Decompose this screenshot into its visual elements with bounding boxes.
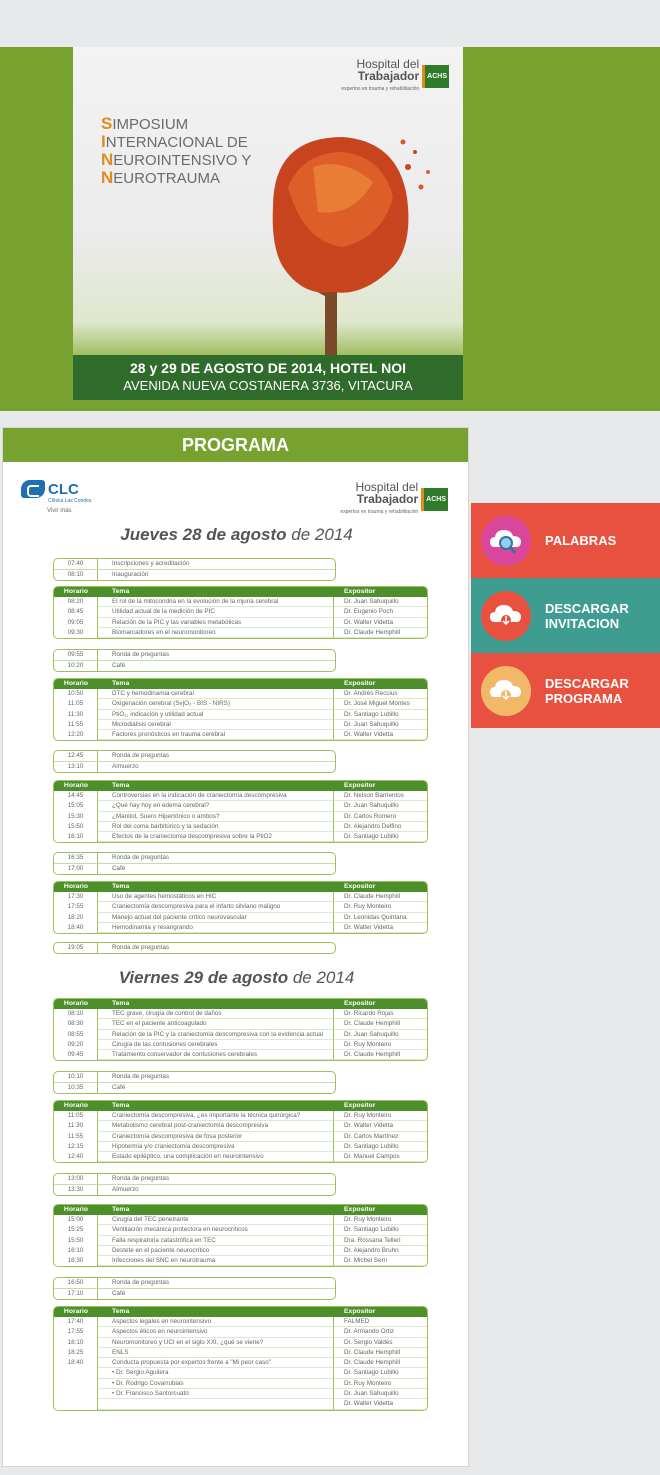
break-row: 09:55 Ronda de preguntas — [54, 650, 335, 660]
break-row: 13:10 Almuerzo — [54, 761, 335, 771]
break-block — [53, 1071, 336, 1094]
table-row: 12:20 Factores pronósticos en trauma cerebral Dr. Walter Videtta — [54, 730, 427, 740]
title-line: NEUROTRAUMA — [101, 168, 220, 187]
session-table — [53, 1306, 428, 1411]
title-line: SIMPOSIUM — [101, 114, 189, 133]
title-line: NEUROINTENSIVO Y — [101, 150, 252, 169]
hospital-logo: Hospital del Trabajador expertos en trauma y rehabilitación ACHS — [341, 57, 447, 92]
break-row: 13:00 Ronda de preguntas — [54, 1174, 335, 1184]
event-address: AVENIDA NUEVA COSTANERA 3736, VITACURA — [123, 378, 413, 393]
break-block — [53, 942, 336, 954]
table-row: 17:40 Aspectos legales en neurointensivo FALMED — [54, 1317, 427, 1327]
break-block — [53, 649, 336, 672]
table-header: Horario Tema Expositor — [54, 781, 427, 791]
table-row: 09:30 Biomarcadores en el neuromonitoreo Dr. Claude Hemphill — [54, 628, 427, 638]
table-row: • Dr. Sergio Aguilera Dr. Santiago Lubillo — [54, 1368, 427, 1378]
table-row: 18:20 Manejo actual del paciente crítico neurovascular Dr. Leonidas Quintana — [54, 913, 427, 923]
break-row: 17:10 Café — [54, 1288, 335, 1298]
table-row: 08:30 TEC en el paciente anticoagulado Dr. Claude Hemphill — [54, 1019, 427, 1029]
break-row: 16:35 Ronda de preguntas — [54, 853, 335, 863]
day-title: Jueves 28 de agosto de 2014 — [120, 525, 353, 544]
table-row: 18:40 Hemodinamia y resangrando Dr. Walter Videtta — [54, 923, 427, 933]
clc-mark-icon — [21, 480, 45, 498]
break-block — [53, 1277, 336, 1300]
day-title: Viernes 29 de agosto de 2014 — [118, 968, 355, 987]
achs-badge: ACHS — [422, 65, 449, 88]
table-row: 16:10 Efectos de la craniectomía descompresiva sobre la PtiO2 Dr. Santiago Lubillo — [54, 832, 427, 842]
table-row: 10:50 DTC y hemodinamia cerebral Dr. Andrés Reccius — [54, 689, 427, 699]
table-row: 08:55 Relación de la PIC y la craniectomía descompresiva con la evidencia actual Dr. Juan Sahuquillo — [54, 1030, 427, 1040]
table-header: Horario Tema Expositor — [54, 1307, 427, 1317]
break-block — [53, 750, 336, 773]
table-header: Horario Tema Expositor — [54, 999, 427, 1009]
tree-head-illustration — [233, 127, 433, 372]
table-row: 15:50 Rol del coma barbitúrico y la sedación Dr. Alejandro Delfino — [54, 822, 427, 832]
table-row: • Dr. Francisco Santorcuato Dr. Juan Sahuquillo — [54, 1389, 427, 1399]
break-row: 13:30 Almuerzo — [54, 1184, 335, 1194]
event-date: 28 y 29 DE AGOSTO DE 2014, HOTEL NOI — [130, 360, 406, 376]
table-row: 18:25 ENLS Dr. Claude Hemphill — [54, 1348, 427, 1358]
table-header: Horario Tema Expositor — [54, 679, 427, 689]
table-row: 11:55 Microdiálisis cerebral Dr. Juan Sahuquillo — [54, 720, 427, 730]
table-row: 08:45 Utilidad actual de la medición de PIC Dr. Eugenio Poch — [54, 607, 427, 617]
table-row: 09:20 Cirugía de las contusiones cerebrales Dr. Ruy Monteiro — [54, 1040, 427, 1050]
break-row: 10:35 Café — [54, 1082, 335, 1092]
table-row: 15:30 ¿Manitol, Suero Hipertónico o ambos? Dr. Carlos Romero — [54, 812, 427, 822]
table-row: 11:05 Craniectomía descompresiva, ¿es importante la técnica quirúrgica? Dr. Ruy Monteiro — [54, 1111, 427, 1121]
download-program-button[interactable]: DESCARGAR PROGRAMA — [471, 653, 660, 728]
break-block — [53, 1173, 336, 1196]
table-row: 16:10 Destete en el paciente neurocrítico Dr. Alejandro Bruhn — [54, 1246, 427, 1256]
table-row: 18:40 Conducta propuesta por expertos frente a "Mi peor caso" Dr. Claude Hemphill — [54, 1358, 427, 1368]
session-table — [53, 780, 428, 843]
table-row: 09:45 Tratamiento conservador de contusiones cerebrales Dr. Claude Hemphill — [54, 1050, 427, 1060]
table-row: 17:55 Craniectomía descompresiva para el infarto silviano maligno Dr. Ruy Monteiro — [54, 902, 427, 912]
hospital-logo-small: Hospital del Trabajador expertos en trauma y rehabilitación ACHS — [340, 480, 446, 515]
program-panel — [2, 427, 469, 1467]
break-row: 07:40 Inscripciones y acreditación — [54, 559, 335, 569]
symposium-title — [101, 115, 251, 187]
event-info-banner — [73, 355, 463, 400]
table-row: 12:40 Estado epiléptico, una complicación en neurointensivo Dr. Manuel Campos — [54, 1152, 427, 1162]
download-cloud-icon — [481, 591, 531, 641]
table-row: 15:25 Ventilación mecánica protectora en neurocríticos Dr. Santiago Lubillo — [54, 1225, 427, 1235]
break-row: 17:00 Café — [54, 863, 335, 873]
break-block — [53, 558, 336, 581]
table-row: 14:45 Controversias en la indicación de craniectomía descompresiva Dr. Nelson Barrientos — [54, 791, 427, 801]
table-row: 16:30 Infecciones del SNC en neurotrauma Dr. Michel Serri — [54, 1256, 427, 1266]
table-row: 08:20 El rol de la mitocondria en la evolución de la injuria cerebral Dr. Juan Sahuquillo — [54, 597, 427, 607]
break-row: 16:50 Ronda de preguntas — [54, 1278, 335, 1288]
table-row: 09:05 Relación de la PIC y las variables metabólicas Dr. Walter Videtta — [54, 618, 427, 628]
table-header: Horario Tema Expositor — [54, 1205, 427, 1215]
table-row: 15:50 Falla respiratoria catastrófica en TEC Dra. Rossana Telleri — [54, 1236, 427, 1246]
hero-banner — [73, 47, 463, 400]
table-row: 18:10 Neuromonitoreo y UCI en el siglo XXI, ¿qué se viene? Dr. Sergio Valdés — [54, 1338, 427, 1348]
table-row: 11:30 Metabolismo cerebral post-craniectomía descompresiva Dr. Walter Videtta — [54, 1121, 427, 1131]
session-table — [53, 586, 428, 639]
table-row: 11:55 Craniectomía descompresiva de fosa posterior Dr. Carlos Martínez — [54, 1132, 427, 1142]
table-row: 08:10 TEC grave, cirugía de control de daños Dr. Ricardo Rojas — [54, 1009, 427, 1019]
palabras-button[interactable]: PALABRAS — [471, 503, 660, 578]
table-row: Dr. Walter Videtta — [54, 1399, 427, 1409]
clc-logo: CLC Clínica Las Condes Vivir más — [21, 480, 99, 514]
table-row: 11:30 PtiO₂, indicación y utilidad actual Dr. Santiago Lubillo — [54, 710, 427, 720]
session-table — [53, 1204, 428, 1267]
table-row: 15:05 ¿Qué hay hoy en edema cerebral? Dr. Juan Sahuquillo — [54, 801, 427, 811]
table-row: 11:05 Oxigenación cerebral (SvjO₂ - BIS - NIRS) Dr. José Miguel Montes — [54, 699, 427, 709]
session-table — [53, 881, 428, 934]
table-row: 12:15 Hipotermia y/o craniectomía descompresiva Dr. Santiago Lubillo — [54, 1142, 427, 1152]
break-block — [53, 852, 336, 875]
table-row: 15:00 Cirugía del TEC penetrante Dr. Ruy Monteiro — [54, 1215, 427, 1225]
break-row: 19:05 Ronda de preguntas — [54, 943, 335, 953]
session-table — [53, 1100, 428, 1163]
break-row: 10:20 Café — [54, 660, 335, 670]
table-row: 17:30 Uso de agentes hemostáticos en HIC Dr. Claude Hemphill — [54, 892, 427, 902]
table-row: 17:55 Aspectos éticos en neurointensivo Dr. Armando Ortiz — [54, 1327, 427, 1337]
break-row: 12:45 Ronda de preguntas — [54, 751, 335, 761]
break-row: 08:10 Inauguración — [54, 569, 335, 579]
session-table — [53, 678, 428, 741]
program-header: PROGRAMA — [3, 428, 468, 462]
session-table — [53, 998, 428, 1061]
break-row: 10:10 Ronda de preguntas — [54, 1072, 335, 1082]
table-row: • Dr. Rodrigo Covarrubias Dr. Ruy Monteiro — [54, 1379, 427, 1389]
table-header: Horario Tema Expositor — [54, 587, 427, 597]
table-header: Horario Tema Expositor — [54, 882, 427, 892]
search-cloud-icon — [481, 516, 531, 566]
title-line: INTERNACIONAL DE — [101, 132, 248, 151]
download-cloud-icon — [481, 666, 531, 716]
download-invitation-button[interactable]: DESCARGAR INVITACION — [471, 578, 660, 653]
table-header: Horario Tema Expositor — [54, 1101, 427, 1111]
